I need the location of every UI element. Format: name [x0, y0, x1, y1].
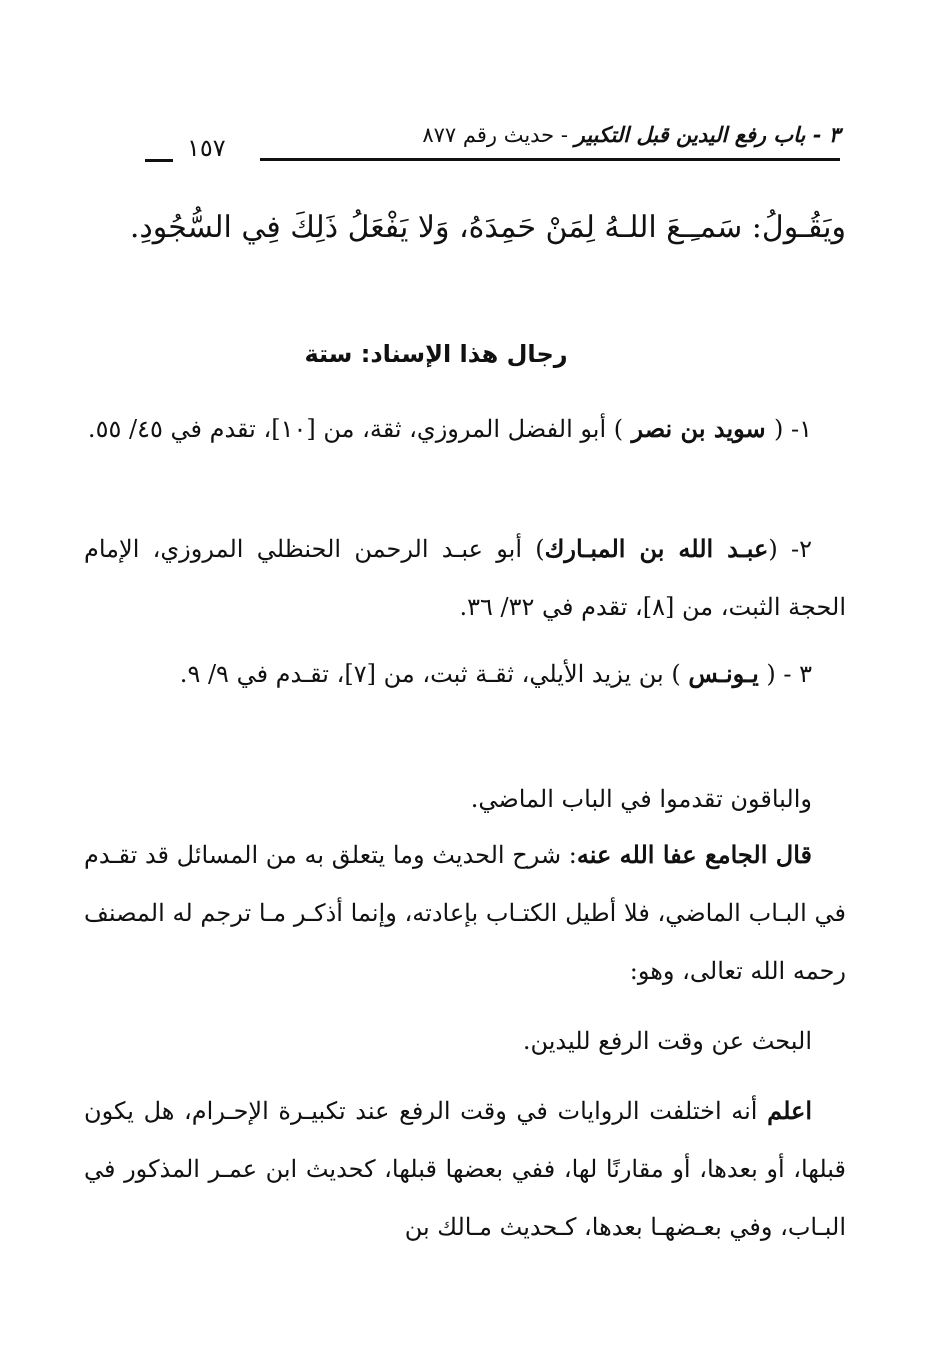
narrator-details: ) أبو الفضل المروزي، ثقة، من [١٠]، تقدم في ٤٥/ ٥٥. [87, 415, 624, 443]
chapter-title: ٣ - باب رفع اليدين قبل التكبير [574, 122, 840, 147]
section-heading: رجال هذا الإسناد: ستة [304, 340, 568, 368]
hadith-reference: - حديث رقم ٨٧٧ [422, 123, 575, 147]
page-number: ١٥٧ [187, 134, 226, 162]
narrator-details: ) بن يزيد الأيلي، ثقـة ثبت، من [٧]، تقـدم في ٩/ ٩. [179, 660, 689, 688]
narrator-entry [84, 645, 846, 703]
page-number-dash [145, 159, 173, 162]
page-number-block [145, 134, 226, 162]
narrator-name: يـونـس [688, 659, 759, 688]
narrator-prefix: ٣ - ( [758, 660, 812, 688]
narrator-details: ) أبو عبـد الرحمن الحنظلي المروزي، الإمام الحجة الثبت، من [٨]، تقدم في ٣٢/ ٣٦. [84, 535, 846, 621]
rest-note: والباقون تقدموا في الباب الماضي. [470, 785, 812, 813]
page-header [145, 118, 840, 168]
commentary-lead: قال الجامع عفا الله عنه [576, 840, 812, 869]
narrator-name: سويد بن نصر [623, 414, 774, 443]
final-lead: اعلم [767, 1096, 812, 1125]
final-paragraph [84, 1082, 846, 1256]
narrator-prefix: ٢- ( [768, 535, 813, 563]
final-text: أنه اختلفت الروايات في وقت الرفع عند تكبيـرة الإحـرام، هل يكون قبلها، أو بعدها، أو مقارنًا لها، ففي بعضها قبلها، كحديث ابن عمـر المذكور في البـاب، وفي بعـضهـا بعدها، كـحديث مـالك بن [84, 1097, 846, 1241]
commentary-text: : شرح الحديث وما يتعلق به من المسائل قد تقـدم في البـاب الماضي، فلا أطيل الكتـاب بإعادته، وإنما أذكـر مـا ترجم له المصنف رحمه الله تعالى، وهو: [84, 841, 846, 985]
header-rule [260, 158, 840, 161]
commentary-paragraph [84, 826, 846, 1000]
running-title [422, 122, 840, 147]
topic-line: البحث عن وقت الرفع لليدين. [522, 1027, 812, 1055]
hadith-text: ويَقُـولُ: سَمـِـعَ اللـهُ لِمَنْ حَمِدَهُ، وَلا يَفْعَلُ ذَلِكَ فِي السُّجُودِ. [129, 210, 846, 245]
narrator-entry [84, 520, 846, 636]
narrator-prefix: ١- ( [774, 415, 812, 443]
narrator-entry [84, 400, 846, 458]
narrator-name: عبـد الله بن المبـارك [544, 534, 769, 563]
